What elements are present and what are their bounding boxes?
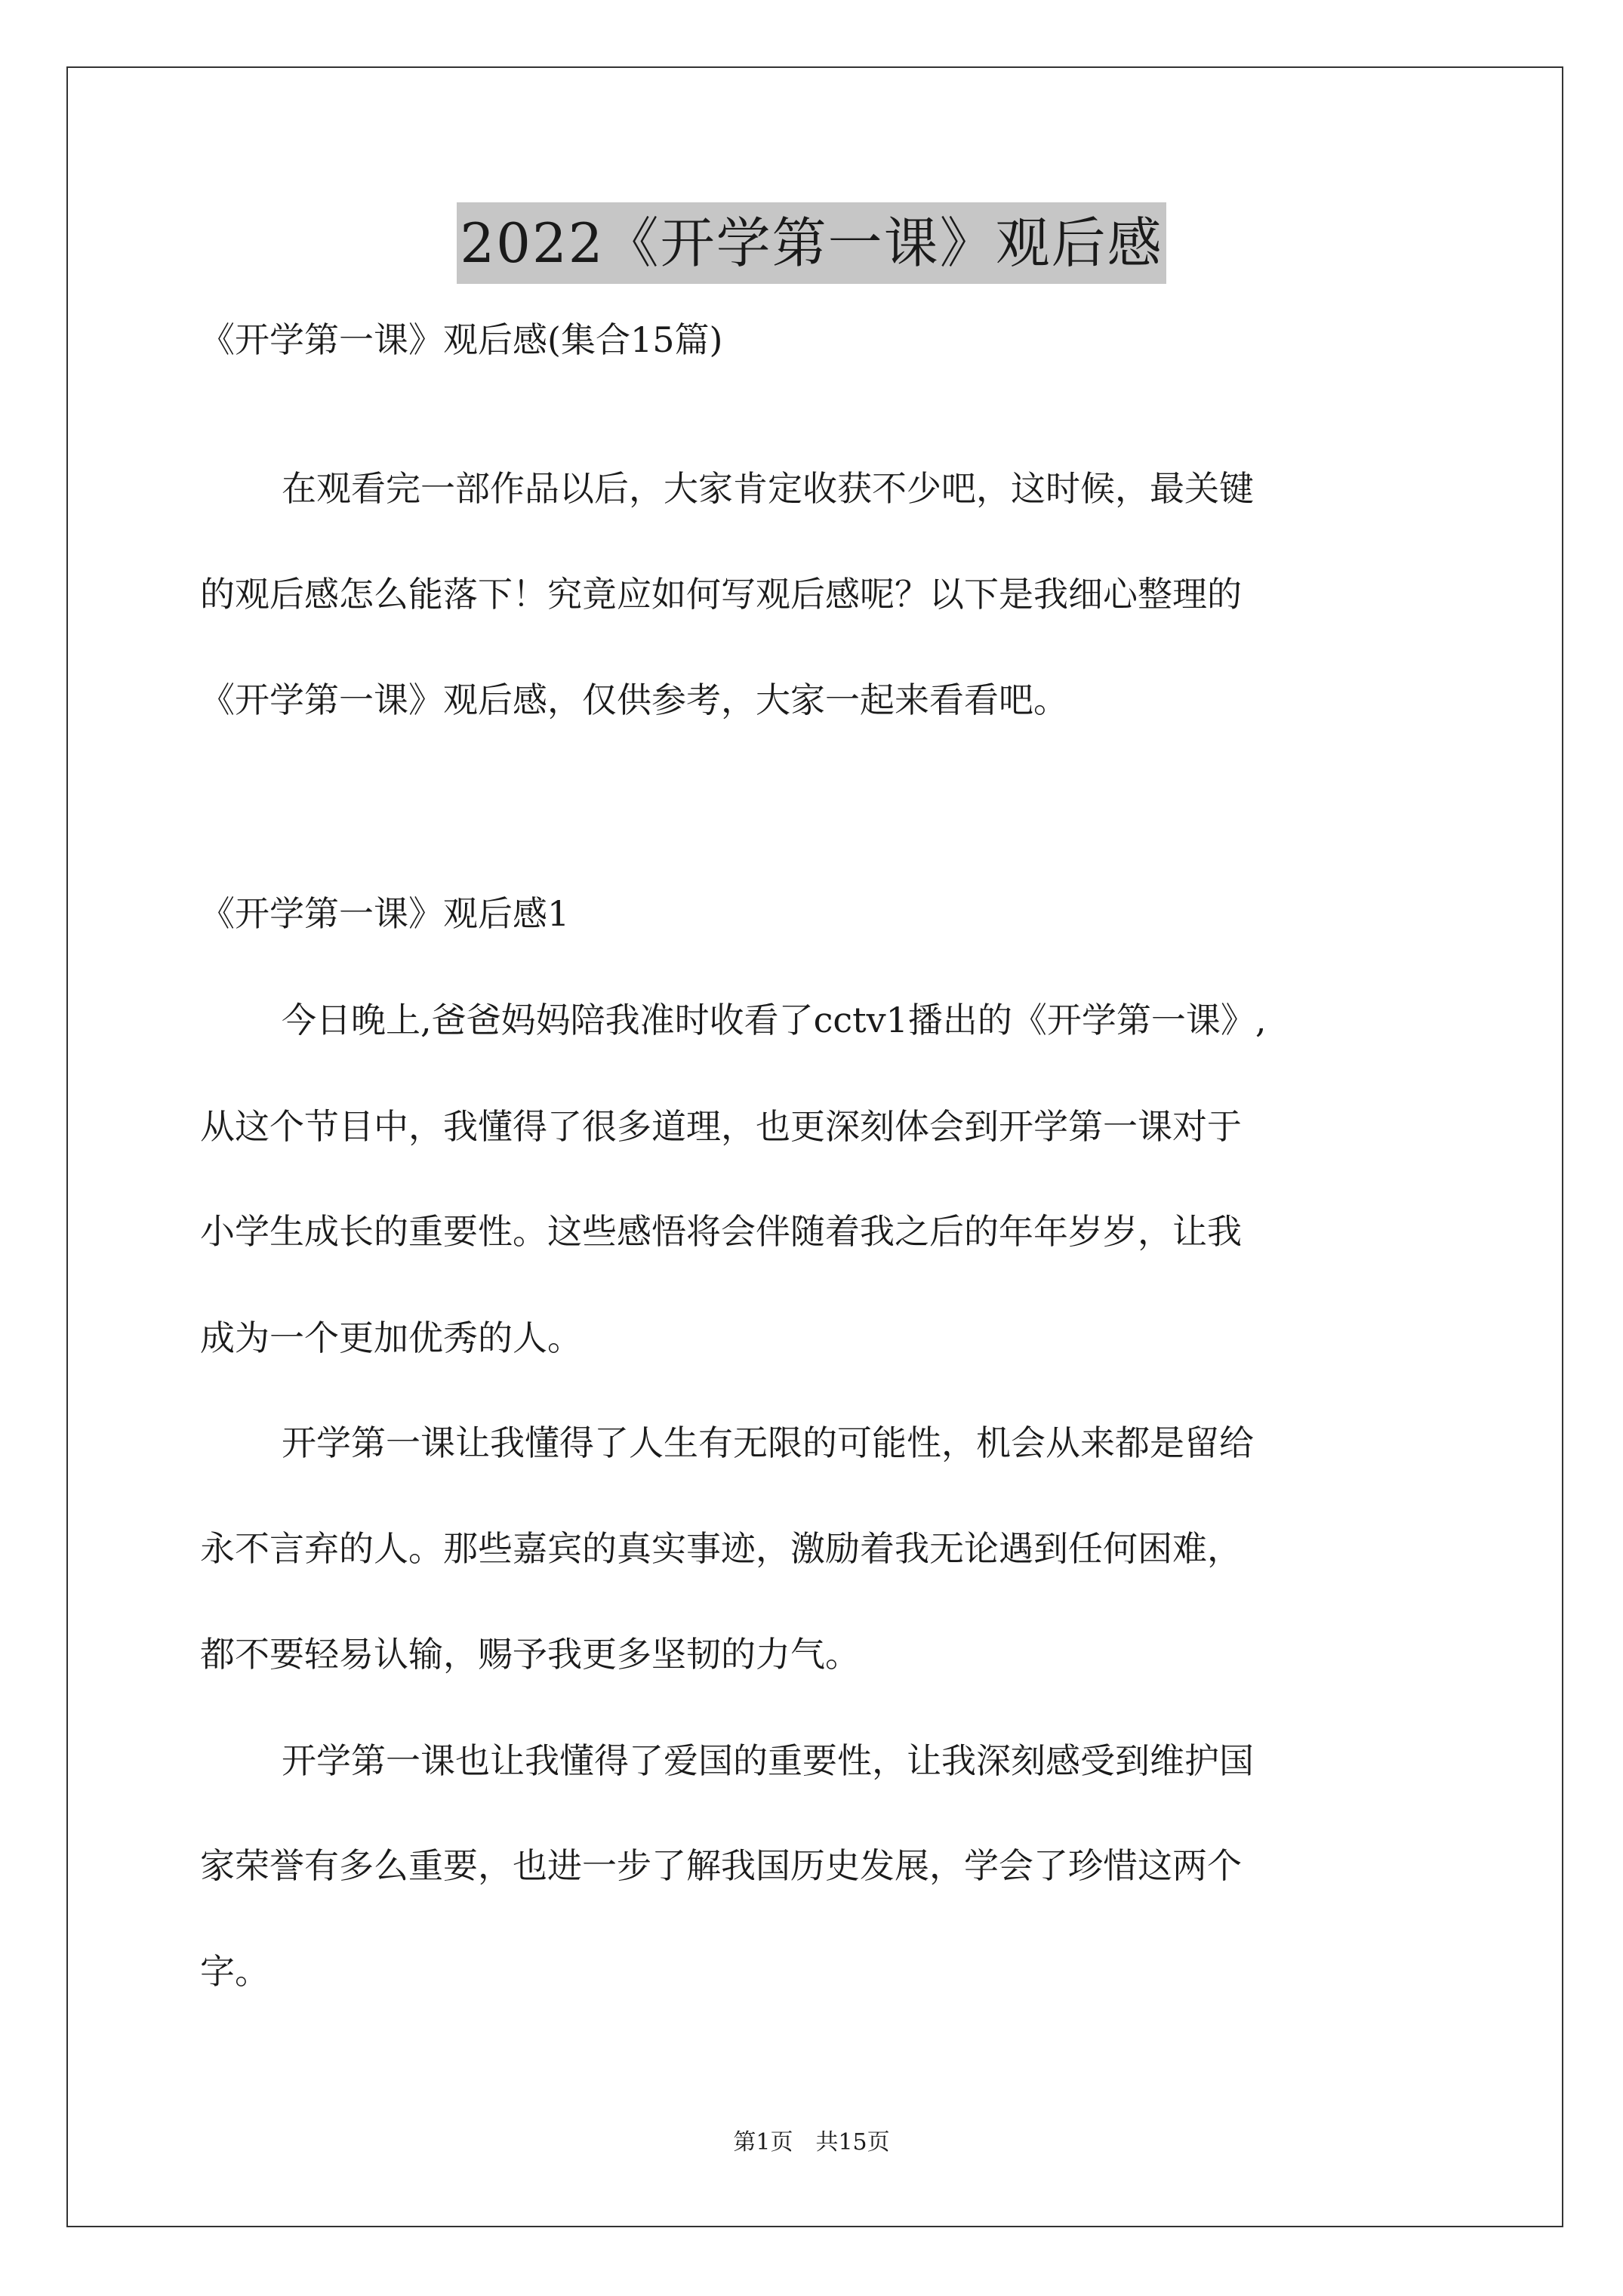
paragraph-line: 家荣誉有多么重要，也进一步了解我国历史发展，学会了珍惜这两个 xyxy=(200,1845,1242,1886)
subtitle: 《开学第一课》观后感(集合15篇) xyxy=(200,319,723,360)
intro-line: 在观看完一部作品以后，大家肯定收获不少吧，这时候，最关键 xyxy=(282,468,1254,509)
document-title: 2022《开学第一课》观后感 xyxy=(457,202,1166,284)
intro-line: 《开学第一课》观后感，仅供参考，大家一起来看看吧。 xyxy=(200,680,1068,720)
paragraph-line: 成为一个更加优秀的人。 xyxy=(200,1318,582,1358)
paragraph-line: 永不言弃的人。那些嘉宾的真实事迹，激励着我无论遇到任何困难， xyxy=(200,1528,1242,1569)
paragraph-line: 开学第一课也让我懂得了爱国的重要性，让我深刻感受到维护国 xyxy=(282,1740,1254,1781)
section-heading: 《开学第一课》观后感1 xyxy=(200,893,570,934)
paragraph-line: 开学第一课让我懂得了人生有无限的可能性，机会从来都是留给 xyxy=(282,1422,1254,1463)
paragraph-line: 小学生成长的重要性。这些感悟将会伴随着我之后的年年岁岁，让我 xyxy=(200,1211,1242,1252)
paragraph-line: 都不要轻易认输，赐予我更多坚韧的力气。 xyxy=(200,1634,860,1675)
page-footer: 第1页 共15页 xyxy=(733,2129,890,2156)
intro-line: 的观后感怎么能落下！究竟应如何写观后感呢？以下是我细心整理的 xyxy=(200,574,1242,615)
paragraph-line: 今日晚上,爸爸妈妈陪我准时收看了cctv1播出的《开学第一课》, xyxy=(282,1000,1267,1040)
title-wrap xyxy=(0,202,1623,284)
paragraph-line: 字。 xyxy=(200,1951,269,1992)
paragraph-line: 从这个节目中，我懂得了很多道理，也更深刻体会到开学第一课对于 xyxy=(200,1106,1242,1147)
